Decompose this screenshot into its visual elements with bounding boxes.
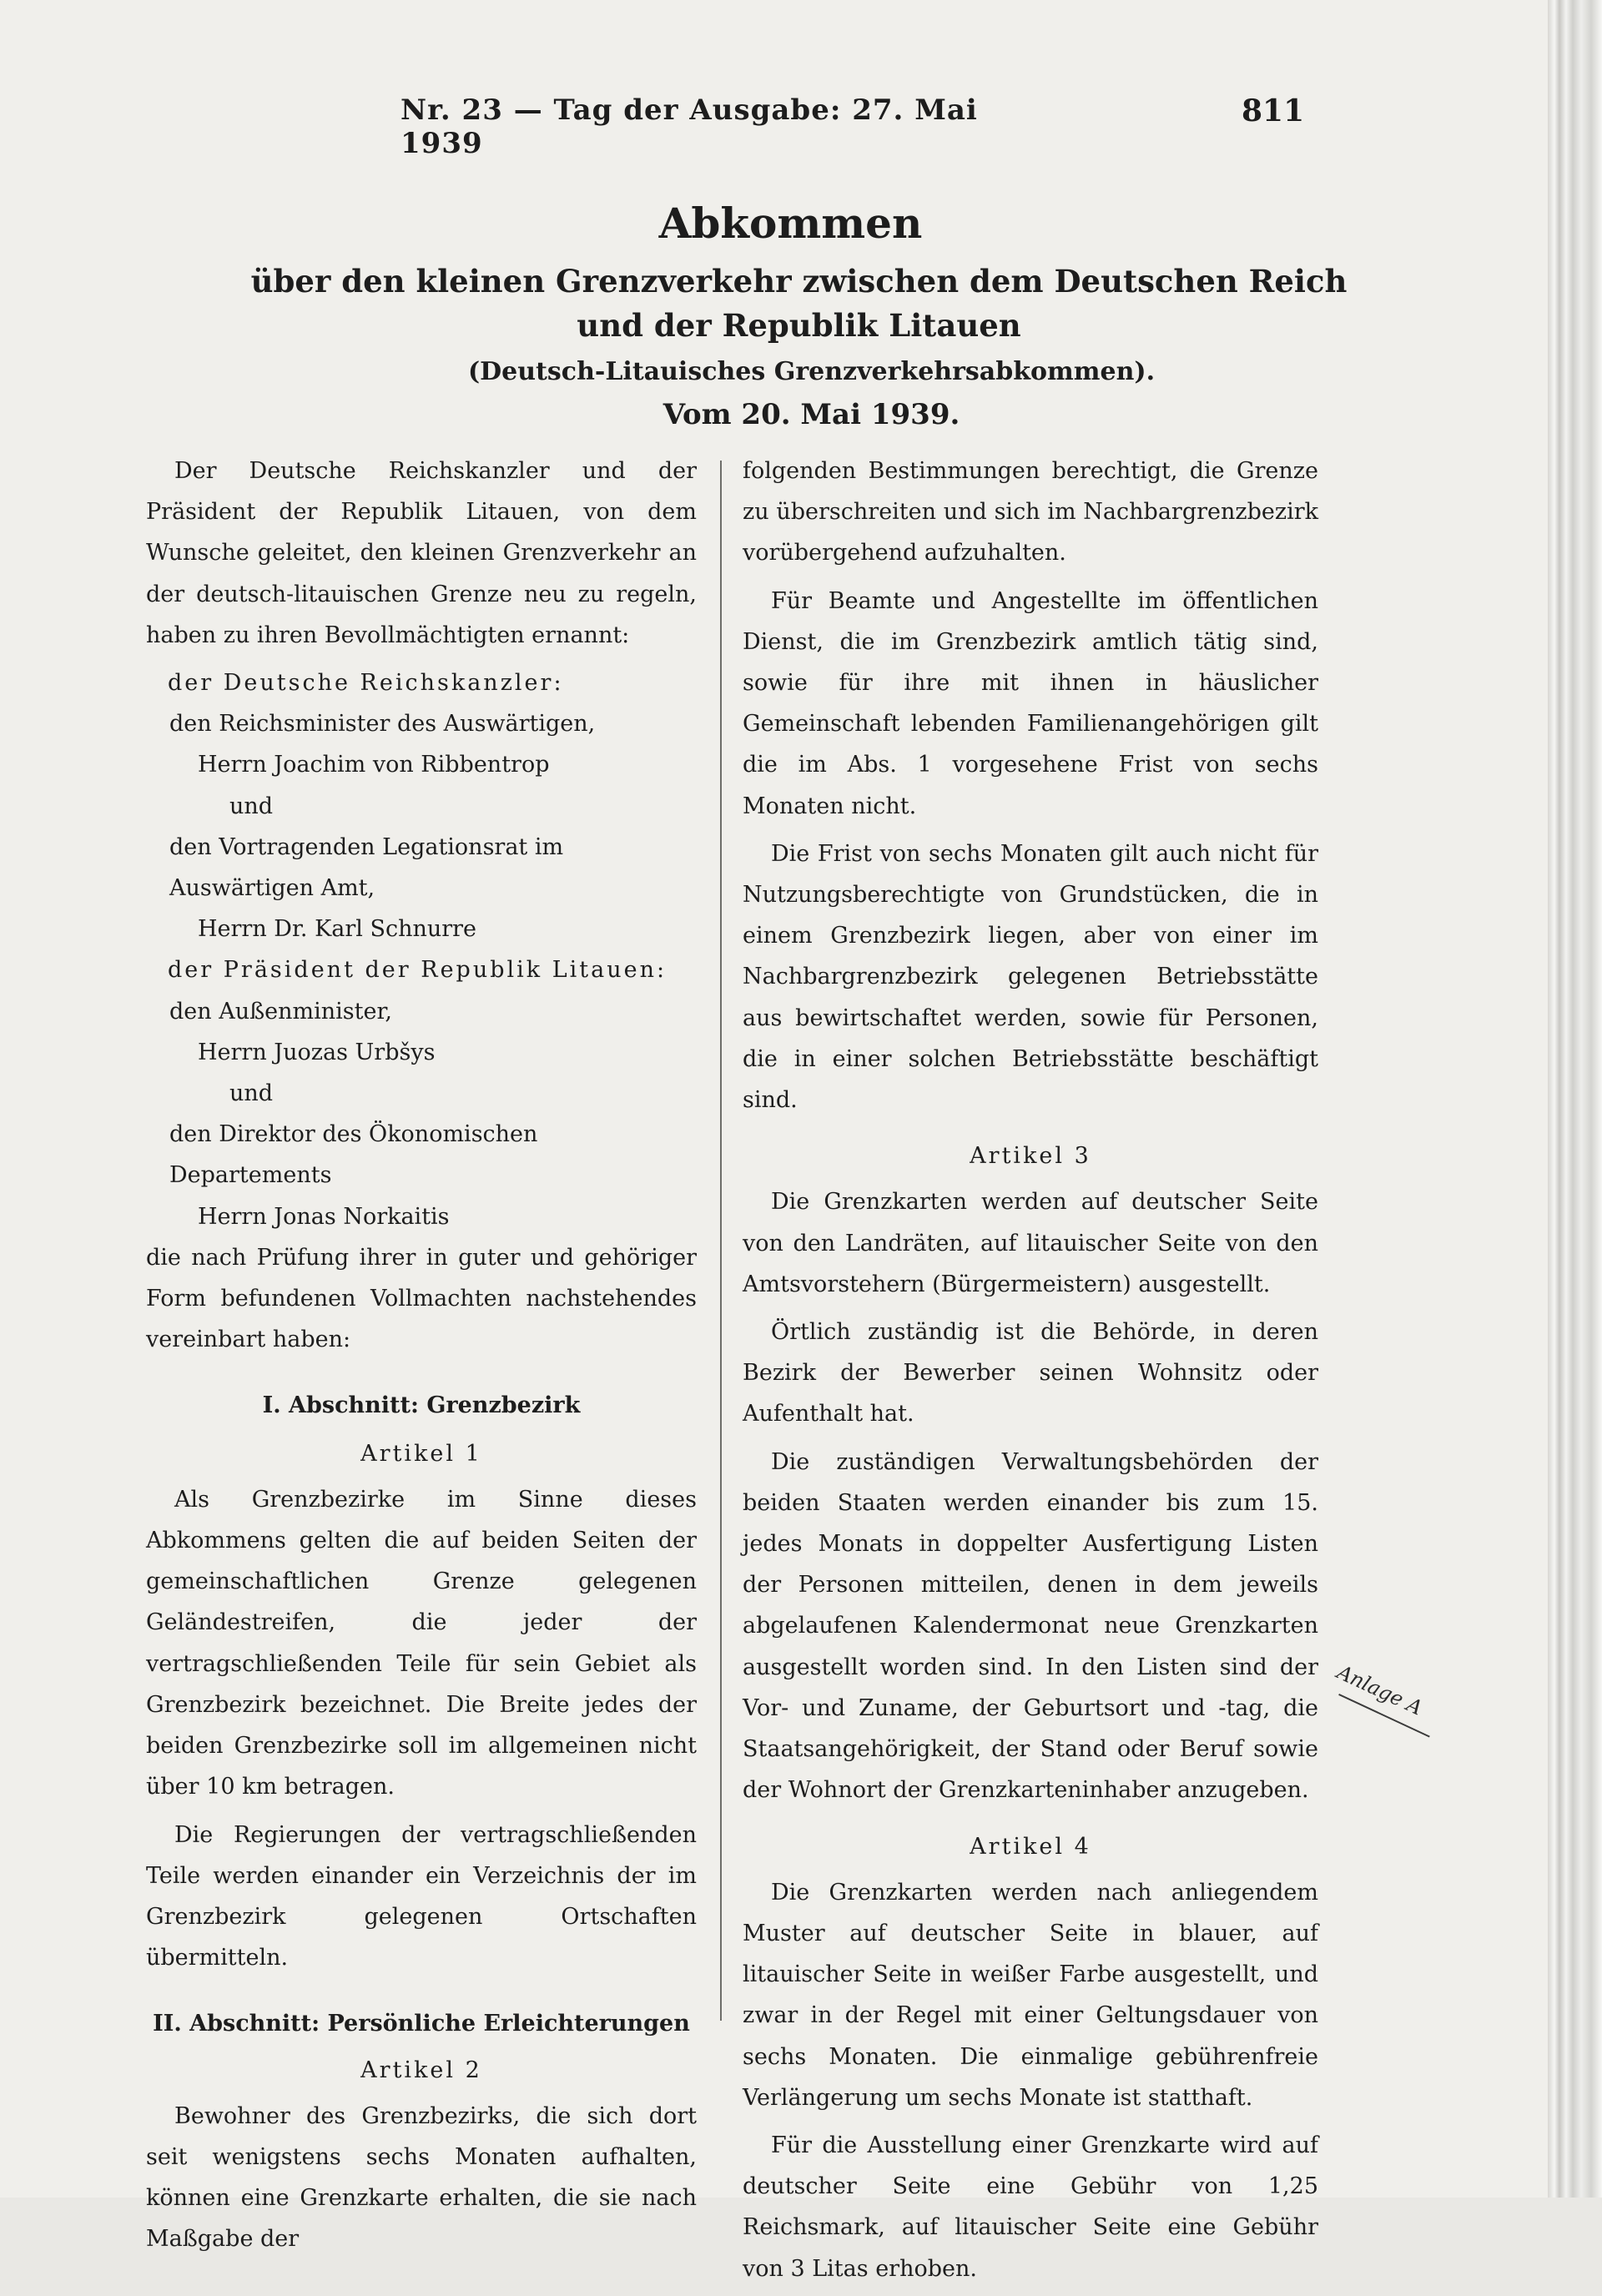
party-2-role-1: den Außenminister, xyxy=(169,998,392,1025)
article-3-paragraph-2: Örtlich zuständig ist die Behörde, in deren Bezirk der Bewerber seinen Wohnsitz oder Aufenthalt hat. xyxy=(743,1319,1318,1427)
and-2: und xyxy=(229,1080,274,1107)
book-page-edges xyxy=(1548,0,1602,2198)
section-2-heading: II. Abschnitt: Persönliche Erleichterungen xyxy=(153,2011,690,2037)
party-2-role-2: den Direktor des Ökonomischen Departements xyxy=(169,1121,538,1189)
preamble: Der Deutsche Reichskanzler und der Präsident der Republik Litauen, von dem Wunsche geleitet, den kleinen Grenzverkehr an der deutsch-litauischen Grenze neu zu regeln, haben zu ihren Bevollmächtigten ernannt: xyxy=(146,458,697,648)
article-3-paragraph-1: Die Grenzkarten werden auf deutscher Seite von den Landräten, auf litauischer Seite von den Amtsvorstehern (Bürgermeistern) ausgestellt. xyxy=(743,1189,1318,1297)
article-2-paragraph-2: Für Beamte und Angestellte im öffentlichen Dienst, die im Grenzbezirk amtlich tätig sind, sowie für ihre mit ihnen in häuslicher Gemeinschaft lebenden Familienangehörigen gilt die im Abs. 1 vorgesehene Frist von sechs Monaten nicht. xyxy=(743,587,1318,819)
article-1-heading: Artikel 1 xyxy=(360,1440,482,1467)
article-1-paragraph-2: Die Regierungen der vertragschließenden Teile werden einander ein Verzeichnis der im Grenzbezirk gelegenen Ortschaften übermitteln. xyxy=(146,1821,697,1971)
left-column xyxy=(146,451,697,2267)
article-2-paragraph-1: Bewohner des Grenzbezirks, die sich dort seit wenigstens sechs Monaten aufhalten, können eine Grenzkarte erhalten, die sie nach Maßgabe der xyxy=(146,2102,697,2253)
article-2-continuation: folgenden Bestimmungen berechtigt, die Grenze zu überschreiten und sich im Nachbargrenzbezirk vorübergehend aufzuhalten. xyxy=(743,458,1318,566)
party-1-role-2: den Vortragenden Legationsrat im Auswärtigen Amt, xyxy=(169,833,564,902)
section-1-heading: I. Abschnitt: Grenzbezirk xyxy=(262,1392,581,1419)
article-3-paragraph-3: Die zuständigen Verwaltungsbehörden der beiden Staaten werden einander bis zum 15. jedes Monats in doppelter Ausfertigung Listen der Personen mitteilen, denen in dem jeweils abgelaufenen Kalendermonat neue Grenzkarten ausgestellt worden sind. In den Listen sind der Vor- und Zuname, der Geburtsort und -tag, die Staatsangehörigkeit, der Stand oder Beruf sowie der Wohnort der Grenzkarteninhaber anzugeben. xyxy=(743,1448,1318,1804)
short-title: (Deutsch-Litauisches Grenzverkehrsabkommen). xyxy=(467,357,1156,386)
article-2-paragraph-3: Die Frist von sechs Monaten gilt auch nicht für Nutzungsberechtigte von Grundstücken, die in einem Grenzbezirk liegen, aber von einer im Nachbargrenzbezirk gelegenen Betriebsstätte aus bewirtschaftet werden, sowie für Personen, die in einer solchen Betriebsstätte beschäftigt sind. xyxy=(743,840,1318,1114)
and-1: und xyxy=(229,793,274,819)
preamble-closing: die nach Prüfung ihrer in guter und gehöriger Form befundenen Vollmachten nachstehendes vereinbart haben: xyxy=(146,1244,697,1353)
title-line-3: und der Republik Litauen xyxy=(577,307,1021,344)
article-1-paragraph-1: Als Grenzbezirke im Sinne dieses Abkommens gelten die auf beiden Seiten der gemeinschaftlichen Grenze gelegenen Geländestreifen, die jeder der vertragschließenden Teile für sein Gebiet als Grenzbezirk bezeichnet. Die Breite jedes der beiden Grenzbezirke soll im allgemeinen nicht über 10 km betragen. xyxy=(146,1486,697,1800)
document-title: Abkommen xyxy=(658,199,923,248)
party-2-name-1: Herrn Juozas Urbšys xyxy=(198,1039,436,1065)
party-1-role-1: den Reichsminister des Auswärtigen, xyxy=(169,711,596,738)
article-4-heading: Artikel 4 xyxy=(970,1833,1091,1860)
party-2-heading: der Präsident der Republik Litauen: xyxy=(168,957,668,984)
right-column xyxy=(743,451,1318,2296)
column-divider xyxy=(720,461,722,2021)
party-1-heading: der Deutsche Reichskanzler: xyxy=(168,670,564,697)
article-2-heading: Artikel 2 xyxy=(360,2057,482,2083)
article-3-heading: Artikel 3 xyxy=(970,1143,1091,1170)
title-line-2: über den kleinen Grenzverkehr zwischen dem Deutschen Reich xyxy=(250,263,1348,300)
running-head: Nr. 23 — Tag der Ausgabe: 27. Mai 1939 xyxy=(400,93,978,160)
article-4-paragraph-1: Die Grenzkarten werden nach anliegendem Muster auf deutscher Seite in blauer, auf litauischer Seite in weißer Farbe ausgestellt, und zwar in der Regel mit einer Geltungsdauer von sechs Monaten. Die einmalige gebührenfreie Verlängerung um sechs Monate ist statthaft. xyxy=(743,1879,1318,2111)
document-date: Vom 20. Mai 1939. xyxy=(662,398,960,431)
party-1-name-1: Herrn Joachim von Ribbentrop xyxy=(198,752,550,778)
party-1-name-2: Herrn Dr. Karl Schnurre xyxy=(198,916,477,943)
party-2-name-2: Herrn Jonas Norkaitis xyxy=(198,1203,450,1230)
page-number: 811 xyxy=(1242,93,1305,128)
article-4-paragraph-2: Für die Ausstellung einer Grenzkarte wird auf deutscher Seite eine Gebühr von 1,25 Reichsmark, auf litauischer Seite eine Gebühr von 3 Litas erhoben. xyxy=(743,2132,1318,2282)
margin-note-annex: Anlage A xyxy=(1333,1660,1427,1720)
